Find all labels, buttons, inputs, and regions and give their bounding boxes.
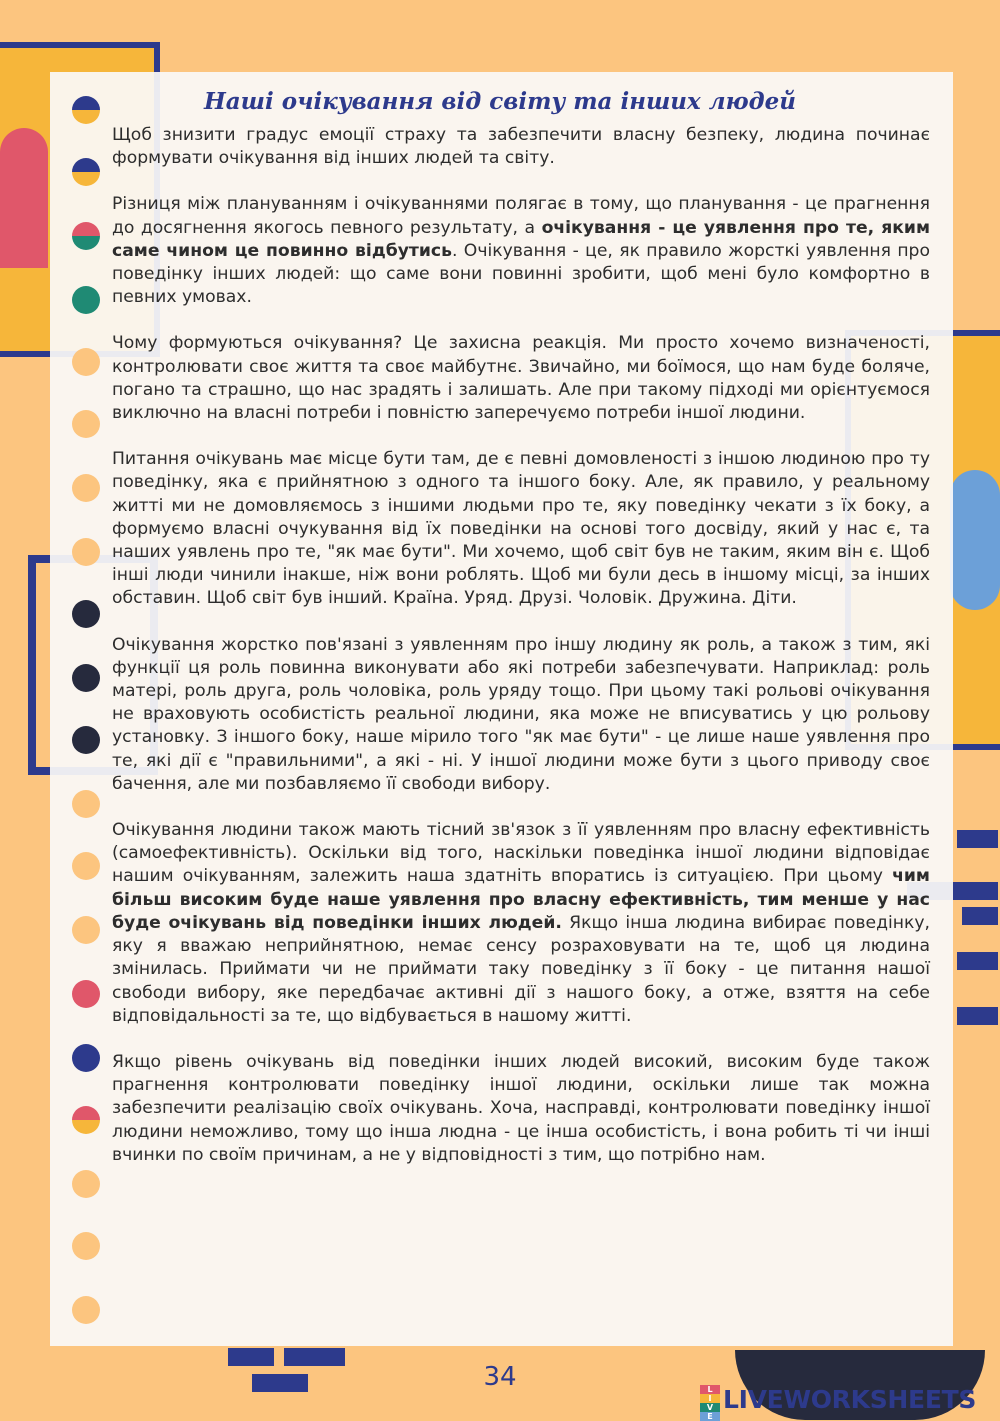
text-segment: Щоб знизити градус емоції страху та забезпечити власну безпеку, людина починає формувати очікування від інших людей та світу. [112,125,930,169]
text-segment: Різниця між плануванням і очікуваннями полягає в тому, що планування - це прагнення до досягнення якогось певного результату, а [112,194,930,238]
binder-dot [72,916,100,944]
binder-dot [72,410,100,438]
binder-dot [72,1106,100,1134]
logo-badge-letter: I [700,1394,720,1403]
logo-badge [700,1385,720,1421]
text-segment: Якщо інша людина вибирає поведінку, яку я вважаю неприйнятною, немає сенсу розраховувати на те, щоб ця людина змінилась. Приймати чи не приймати таку поведінку з її боку - це питання нашої свободи вибору, яке передбачає активні дії з нашого боку, а отже, взяття на себе відповідальності за те, що відбувається в нашому житті. [112,912,930,1026]
text-segment: . Очікування - це, як правило жорсткі уявлення про поведінку інших людей: що саме вони повинні зробити, щоб мені було комфортно в певних умовах. [112,240,930,308]
brick-decoration [955,1005,1000,1027]
paragraph [112,448,930,610]
bold-text-segment: очікування - це уявлення про те, яким саме чином це повинно відбутись [112,217,930,261]
text-segment: Питання очікувань має місце бути там, де є певні домовленості з іншою людиною про ту поведінку, яка є прийнятною з одного та іншого боку. Але, як правило, у реальному житті ми не домовляємось з іншими людьми про те, яку поведінку чекати з їх боку, а формуємо власні очукування від їх поведінки на основі того досвіду, який у нас є, та наших уявлень про те, "як має бути". Ми хочемо, щоб світ був не таким, яким він є. Щоб інші люди чинили інакше, ніж вони роблять. Щоб ми були десь в іншому місці, за інших обставин. Щоб світ був інший. Країна. Уряд. Друзі. Чоловік. Дружина. Діти. [112,449,930,609]
binder-dot [72,538,100,566]
binder-dot [72,980,100,1008]
binder-dot [72,790,100,818]
logo-text: LIVEWORKSHEETS [723,1384,977,1414]
logo-badge-letter: V [700,1403,720,1412]
page-number: 34 [483,1362,517,1392]
binder-dot [72,1232,100,1260]
brick-decoration [960,905,1000,927]
binder-dot [72,158,100,186]
binder-dot [72,726,100,754]
text-segment: Очікування жорстко пов'язані з уявленням про іншу людину як роль, а також з тим, які функції ця роль повинна виконувати або які потреби забезпечувати. Наприклад: роль матері, роль друга, роль чоловіка, роль уряду тощо. При цьому такі рольові очікування не враховують особистість реальної людини, яка може не вписуватись у цю рольову установку. З іншого боку, наше мірило того "як має бути" - це лише наше уявлення про те, які дії є "правильними", а які - ні. У іншої людини може бути з цього приводу своє бачення, але ми позбавляємо її свободи вибору. [112,634,930,794]
binder-dot [72,1170,100,1198]
paragraph [112,1051,930,1167]
paragraph [112,193,930,309]
brick-decoration [955,950,1000,972]
binder-dot [72,348,100,376]
binder-dot [72,1044,100,1072]
logo-badge-letter: L [700,1385,720,1394]
text-segment: Чому формуються очікування? Це захисна реакція. Ми просто хочемо визначеності, контролювати своє життя та своє майбутнє. Звичайно, ми боїмося, що нам буде боляче, погано та страшно, що нас зрадять і залишать. Але при такому підході ми орієнтуємося виключно на власні потреби і повністю заперечуємо потреби іншої людини. [112,333,930,424]
page-title: Наші очікування від світу та інших людей [204,88,796,115]
liveworksheets-logo [700,1384,977,1421]
bold-text-segment: чим більш високим буде наше уявлення про власну ефективність, тим менше у нас буде очікувань від поведінки інших людей. [112,866,930,933]
binder-dot [72,474,100,502]
article-body [112,124,930,1190]
paragraph [112,819,930,1028]
person-illustration-right [950,470,1000,610]
paragraph [112,332,930,425]
binder-dot [72,664,100,692]
text-segment: Очікування людини також мають тісний зв'язок з її уявленням про власну ефективність (самоефективність). Оскільки від того, наскільки поведінка іншої людини відповідає нашим очікуванням, залежить наша здатніть впоратись із ситуацією. При цьому [112,820,930,887]
binder-dot [72,286,100,314]
binder-dot [72,600,100,628]
logo-badge-letter: E [700,1412,720,1421]
text-segment: Якщо рівень очікувань від поведінки інших людей високий, високим буде також прагнення контролювати поведінку іншої людини, оскільки лише так можна забезпечити реалізацію своїх очікувань. Хоча, насправді, контролювати поведінку іншої людини неможливо, тому що інша людна - це інша особистість, і вона робить ті чи інші вчинки по своїм причинам, а не у відповідності з тим, що потрібно нам. [112,1051,930,1165]
binder-dot [72,852,100,880]
paragraph [112,634,930,796]
binder-dot [72,1296,100,1324]
brick-decoration [955,828,1000,850]
binder-dot [72,222,100,250]
paragraph [112,124,930,170]
person-illustration-left [0,128,48,268]
